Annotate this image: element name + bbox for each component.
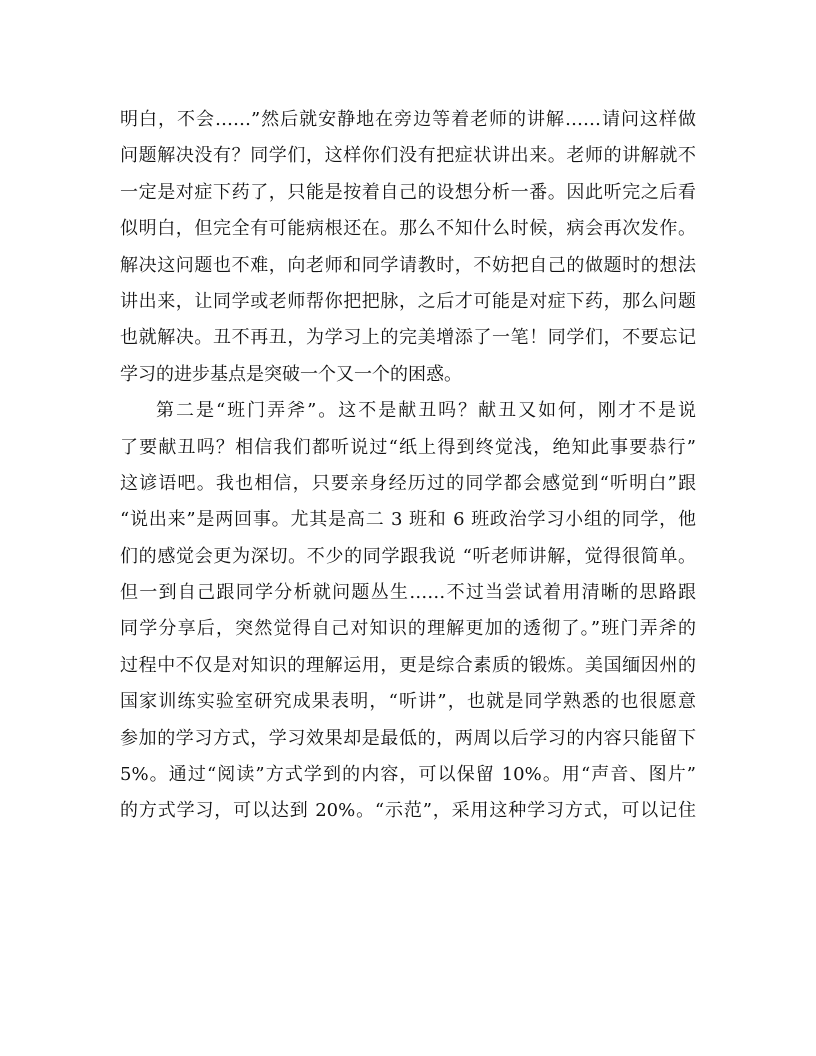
text-line: 参加的学习方式，学习效果却是最低的，两周以后学习的内容只能留下 (120, 727, 696, 749)
text-line: 5%。通过“阅读”方式学到的内容，可以保留 10%。用“声音、图片” (120, 764, 696, 786)
text-line: 明白，不会……”然后就安静地在旁边等着老师的讲解……请问这样做 (120, 109, 696, 130)
body-text (120, 102, 696, 830)
text-line: 了要献丑吗？相信我们都听说过“纸上得到终觉浅，绝知此事要恭行” (120, 436, 696, 458)
text-line: 解决这问题也不难，向老师和同学请教时，不妨把自己的做题时的想法 (120, 254, 696, 276)
text-line: 这谚语吧。我也相信，只要亲身经历过的同学都会感觉到“听明白”跟 (120, 472, 696, 494)
text-line: 问题解决没有？同学们，这样你们没有把症状讲出来。老师的讲解就不 (120, 145, 696, 167)
text-line: 们的感觉会更为深切。不少的同学跟我说 “听老师讲解，觉得很简单。 (120, 545, 696, 567)
text-line: 似明白，但完全有可能病根还在。那么不知什么时候，病会再次发作。 (120, 218, 696, 240)
text-line: 讲出来，让同学或老师帮你把把脉，之后才可能是对症下药，那么问题 (120, 290, 696, 312)
text-line: 学习的进步基点是突破一个又一个的困惑。 (120, 363, 462, 385)
text-line: 也就解决。丑不再丑，为学习上的完美增添了一笔！同学们，不要忘记 (120, 327, 696, 349)
text-line: 国家训练实验室研究成果表明，“听讲”，也就是同学熟悉的也很愿意 (120, 691, 696, 713)
text-line: “说出来”是两回事。尤其是高二 3 班和 6 班政治学习小组的同学，他 (120, 509, 696, 531)
text-line: 的方式学习，可以达到 20%。“示范”，采用这种学习方式，可以记住 (120, 800, 696, 822)
text-line: 过程中不仅是对知识的理解运用，更是综合素质的锻炼。美国缅因州的 (120, 654, 696, 676)
paragraph-start-line: 第二是“班门弄斧”。这不是献丑吗？献丑又如何，刚才不是说 (156, 400, 696, 422)
text-line: 同学分享后，突然觉得自己对知识的理解更加的透彻了。”班门弄斧的 (120, 618, 696, 640)
text-line: 一定是对症下药了，只能是按着自己的设想分析一番。因此听完之后看 (120, 181, 696, 203)
text-line: 但一到自己跟同学分析就问题丛生……不过当尝试着用清晰的思路跟 (120, 582, 696, 604)
